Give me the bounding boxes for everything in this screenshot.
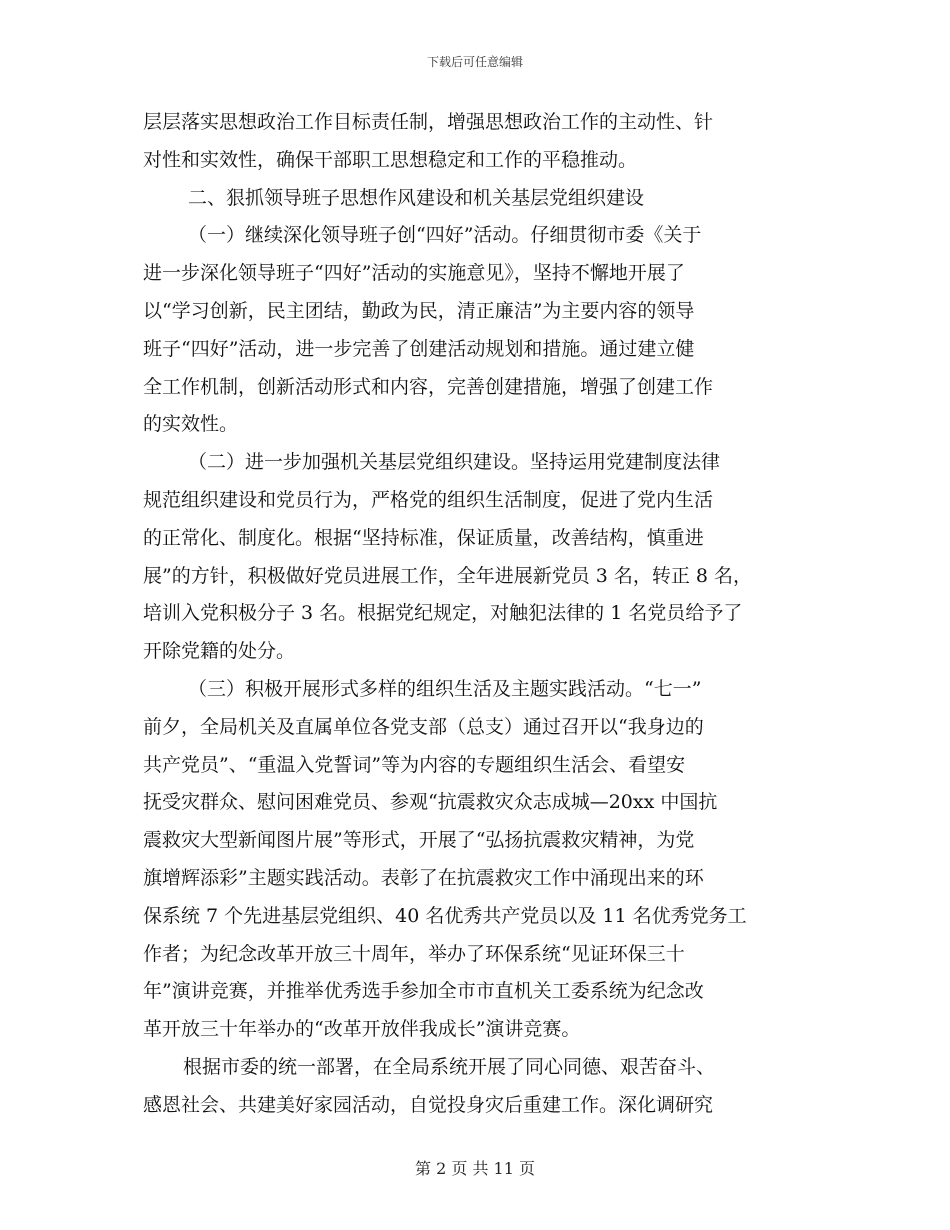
text-line: 震救灾大型新闻图片展”等形式，开展了“弘扬抗震救灾精神，为党 bbox=[143, 829, 695, 852]
text-line: 的正常化、制度化。根据“坚持标准，保证质量，改善结构，慎重进 bbox=[143, 526, 704, 549]
subsection-heading: （三）积极开展形式多样的组织生活及主题实践活动。“七一” bbox=[188, 677, 702, 700]
text-line: 展”的方针，积极做好党员进展工作，全年进展新党员 3 名，转正 8 名， bbox=[143, 564, 753, 587]
text-line: 前夕，全局机关及直属单位各党支部（总支）通过召开以“我身边的 bbox=[143, 715, 704, 738]
text-line: 共产党员”、“重温入党誓词”等为内容的专题组织生活会、看望安 bbox=[143, 753, 686, 776]
document-body bbox=[143, 104, 813, 1125]
text-line: 班子“四好”活动，进一步完善了创建活动规划和措施。通过建立健 bbox=[143, 337, 695, 360]
text-line: 培训入党积极分子 3 名。根据党纪规定，对触犯法律的 1 名党员给予了 bbox=[143, 602, 743, 625]
text-line: 作者；为纪念改革开放三十周年，举办了环保系统“见证环保三十 bbox=[143, 942, 685, 965]
text-line: 规范组织建设和党员行为，严格党的组织生活制度，促进了党内生活 bbox=[143, 488, 714, 511]
text-line: 感恩社会、共建美好家园活动，自觉投身灾后重建工作。深化调研究 bbox=[143, 1093, 714, 1116]
text-line: 层层落实思想政治工作目标责任制，增强思想政治工作的主动性、针 bbox=[143, 111, 714, 133]
paragraph-start: 根据市委的统一部署，在全局系统开展了同心同德、艰苦奋斗、 bbox=[183, 1055, 716, 1078]
text-line: 保系统 7 个先进基层党组织、40 名优秀共产党员以及 11 名优秀党务工 bbox=[143, 904, 747, 927]
text-line: 进一步深化领导班子“四好”活动的实施意见》，坚持不懈地开展了 bbox=[143, 262, 685, 285]
page-header: 下载后可任意编辑 bbox=[426, 55, 523, 69]
text-line: 全工作机制，创新活动形式和内容，完善创建措施，增强了创建工作 bbox=[143, 375, 714, 398]
text-line: 抚受灾群众、慰问困难党员、参观“抗震救灾众志成城—20xx 中国抗 bbox=[143, 791, 718, 814]
section-heading: 二、狠抓领导班子思想作风建设和机关基层党组织建设 bbox=[188, 186, 645, 209]
page-number: 第 2 页 共 11 页 bbox=[415, 1159, 535, 1178]
text-line: 开除党籍的处分。 bbox=[143, 640, 296, 663]
text-line: 年”演讲竞赛，并推举优秀选手参加全市市直机关工委系统为纪念改 bbox=[143, 980, 704, 1003]
text-line: 革开放三十年举办的“改革开放伴我成长”演讲竞赛。 bbox=[143, 1018, 581, 1041]
text-line: 以“学习创新，民主团结，勤政为民，清正廉洁”为主要内容的领导 bbox=[143, 299, 695, 322]
text-line: 旗增辉添彩”主题实践活动。表彰了在抗震救灾工作中涌现出来的环 bbox=[143, 866, 704, 889]
text-line: 对性和实效性，确保干部职工思想稳定和工作的平稳推动。 bbox=[143, 148, 638, 171]
subsection-heading: （二）进一步加强机关基层党组织建设。坚持运用党建制度法律 bbox=[188, 451, 721, 474]
subsection-heading: （一）继续深化领导班子创“四好”活动。仔细贯彻市委《关于 bbox=[188, 224, 702, 247]
text-line: 的实效性。 bbox=[143, 413, 239, 436]
